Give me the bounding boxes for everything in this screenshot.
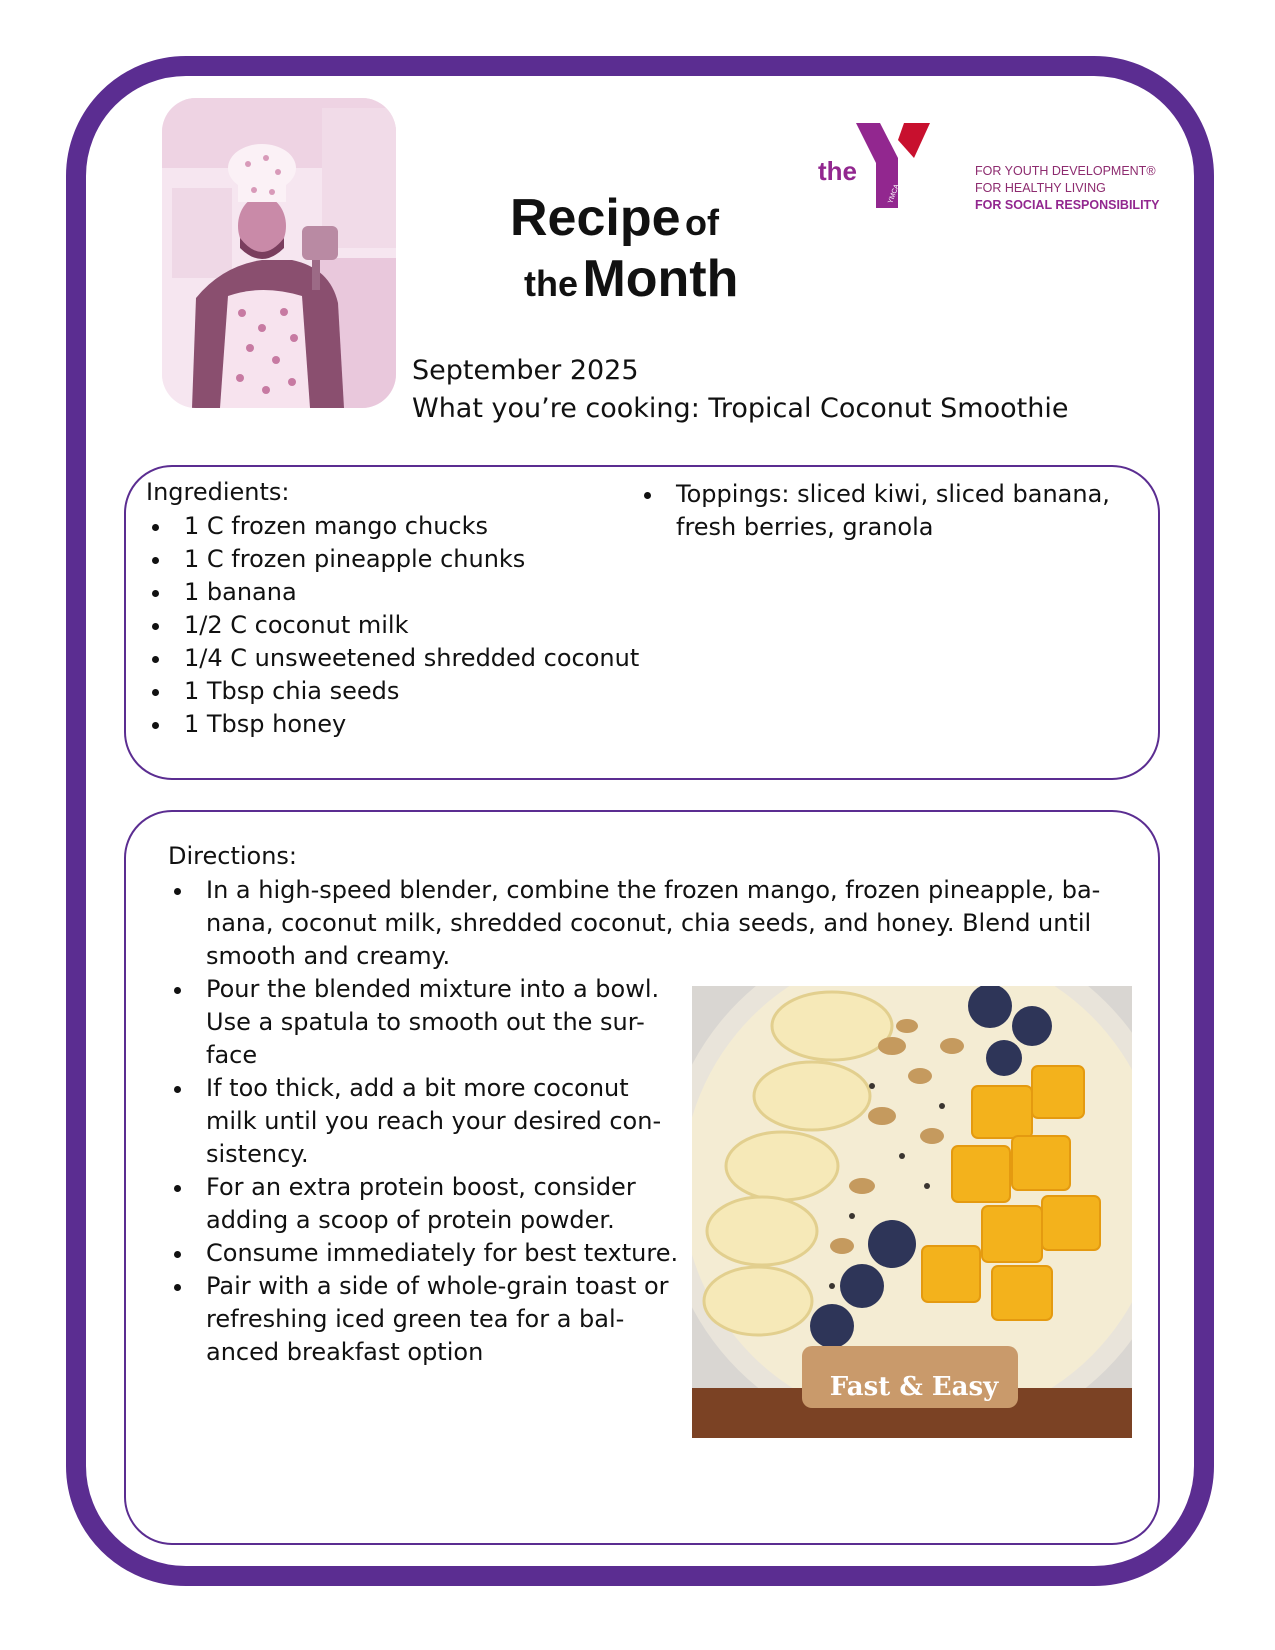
bullet-icon (174, 1284, 181, 1291)
logo-ymca-text: YMCA (887, 183, 901, 205)
page-title (510, 188, 840, 311)
bullet-icon (152, 656, 159, 663)
recipe-meta (412, 352, 1068, 428)
direction-step: For an extra protein boost, consider adding a scoop of protein powder. (168, 1171, 688, 1237)
ymca-logo (818, 118, 968, 228)
fast-easy-badge: Fast & Easy (829, 1372, 999, 1402)
logo-the-text: the (818, 156, 857, 186)
direction-step: Consume immediately for best texture. (168, 1237, 688, 1270)
title-recipe: Recipe (510, 189, 681, 247)
tagline-line-2: FOR HEALTHY LIVING (975, 181, 1106, 195)
list-item (638, 478, 1138, 544)
chef-photo (162, 98, 396, 408)
bullet-icon (152, 590, 159, 597)
title-of: of (684, 202, 719, 243)
direction-step: If too thick, add a bit more coconut milk until you reach your desired con- sistency. (168, 1072, 688, 1171)
bullet-icon (152, 623, 159, 630)
title-month: Month (582, 250, 739, 309)
bullet-icon (174, 1251, 181, 1258)
directions-heading: Directions: (168, 842, 298, 870)
directions-list (168, 973, 688, 1369)
list-item: 1 C frozen pineapple chunks (146, 543, 646, 576)
toppings-line-1: Toppings: sliced kiwi, sliced banana, (676, 480, 1110, 508)
recipe-name: What you’re cooking: Tropical Coconut Smoothie (412, 393, 1069, 424)
bullet-icon (152, 722, 159, 729)
bullet-icon (152, 524, 159, 531)
bullet-icon (174, 1086, 181, 1093)
bullet-icon (174, 987, 181, 994)
list-item: 1 C frozen mango chucks (146, 510, 646, 543)
list-item: 1 Tbsp honey (146, 708, 646, 741)
list-item: 1/4 C unsweetened shredded coconut (146, 642, 646, 675)
tagline-line-3: FOR SOCIAL RESPONSIBILITY (975, 198, 1160, 212)
direction-step: Pour the blended mixture into a bowl. Use a spatula to smooth out the sur- face (168, 973, 688, 1072)
bullet-icon (174, 888, 181, 895)
bullet-icon (644, 492, 651, 499)
direction-step: Pair with a side of whole-grain toast or refreshing iced green tea for a bal- anced breakfast option (168, 1270, 688, 1369)
list-item: 1 Tbsp chia seeds (146, 675, 646, 708)
toppings-list (638, 478, 1138, 544)
recipe-date: September 2025 (412, 355, 639, 386)
ingredients-list (146, 510, 646, 741)
toppings-line-2: fresh berries, granola (676, 513, 934, 541)
ymca-tagline (975, 163, 1185, 214)
list-item: 1/2 C coconut milk (146, 609, 646, 642)
title-the: the (524, 263, 578, 305)
bullet-icon (152, 689, 159, 696)
list-item: 1 banana (146, 576, 646, 609)
bullet-icon (174, 1185, 181, 1192)
directions-list-top (168, 874, 1128, 973)
bullet-icon (152, 557, 159, 564)
direction-step: In a high-speed blender, combine the frozen mango, frozen pineapple, ba- nana, coconut milk, shredded coconut, chia seeds, and honey. Blend until smooth and creamy. (168, 874, 1128, 973)
tagline-line-1: FOR YOUTH DEVELOPMENT® (975, 164, 1156, 178)
ingredients-heading: Ingredients: (146, 478, 290, 506)
